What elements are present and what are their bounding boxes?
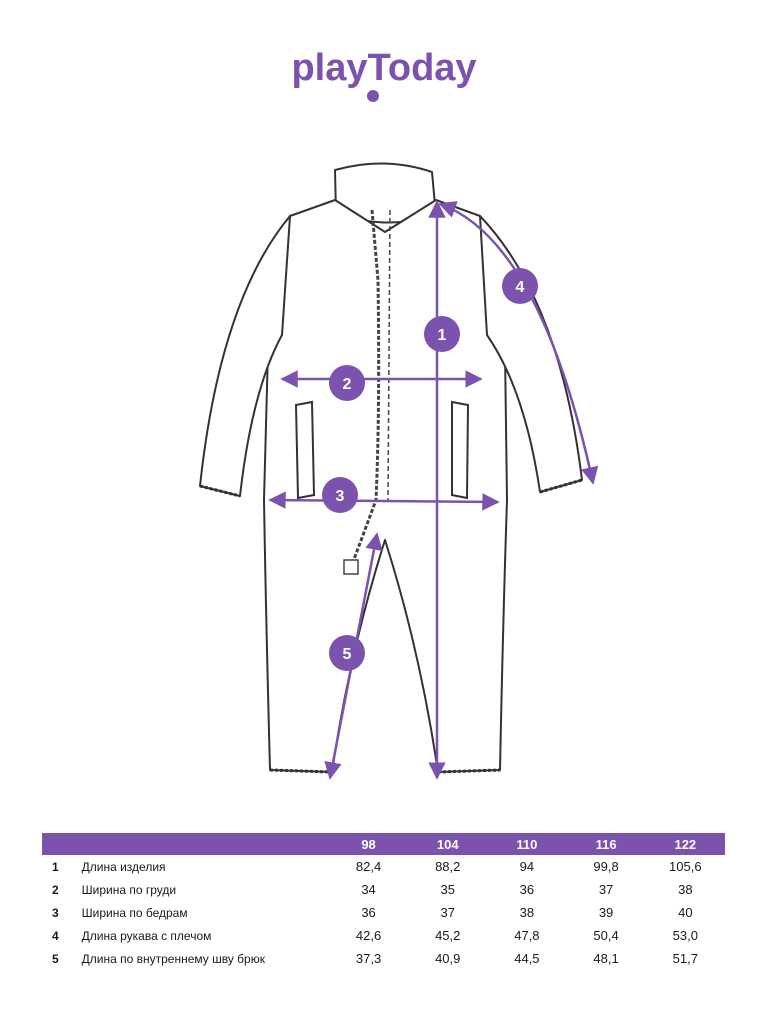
row-value: 34 bbox=[361, 882, 376, 897]
table-row bbox=[42, 901, 725, 924]
header-blank bbox=[42, 833, 82, 855]
size-header: 110 bbox=[516, 836, 538, 852]
row-value: 50,4 bbox=[593, 928, 619, 943]
table-row bbox=[42, 855, 725, 878]
table-row bbox=[42, 947, 725, 970]
row-label: Ширина по груди bbox=[81, 882, 177, 897]
row-value: 36 bbox=[361, 905, 376, 920]
row-value: 53,0 bbox=[672, 928, 698, 943]
table-row bbox=[42, 878, 725, 901]
brand-logo bbox=[0, 44, 768, 114]
size-header: 98 bbox=[361, 836, 376, 852]
marker-1 bbox=[424, 316, 460, 352]
marker-4-label: 4 bbox=[515, 279, 525, 296]
row-number: 3 bbox=[52, 905, 59, 920]
row-value: 39 bbox=[598, 905, 614, 920]
row-value: 105,6 bbox=[669, 859, 702, 874]
size-table bbox=[42, 833, 725, 970]
row-value: 51,7 bbox=[672, 951, 698, 966]
row-value: 40,9 bbox=[435, 951, 461, 966]
row-value: 38 bbox=[678, 882, 693, 897]
brand-logo-dot bbox=[367, 90, 379, 102]
row-value: 35 bbox=[440, 882, 455, 897]
marker-5 bbox=[329, 635, 365, 671]
row-value: 36 bbox=[519, 882, 535, 897]
marker-2-label: 2 bbox=[342, 376, 352, 393]
row-value: 42,6 bbox=[355, 928, 382, 943]
row-label: Длина изделия bbox=[81, 859, 166, 874]
row-value: 37 bbox=[440, 905, 455, 920]
row-value: 40 bbox=[678, 905, 693, 920]
row-value: 37 bbox=[598, 882, 614, 897]
row-number: 5 bbox=[52, 951, 59, 966]
row-label: Длина по внутреннему шву брюк bbox=[81, 951, 265, 966]
header-blank-label bbox=[82, 833, 329, 855]
size-header: 104 bbox=[436, 836, 459, 852]
garment-diagram bbox=[0, 150, 768, 810]
row-value: 45,2 bbox=[435, 928, 461, 943]
size-header: 122 bbox=[674, 836, 697, 852]
row-label: Длина рукава с плечом bbox=[81, 928, 212, 943]
row-number: 2 bbox=[52, 882, 59, 897]
marker-5-label: 5 bbox=[342, 646, 352, 663]
row-value: 48,1 bbox=[593, 951, 619, 966]
row-number: 4 bbox=[52, 928, 59, 943]
marker-3 bbox=[322, 477, 358, 513]
row-value: 82,4 bbox=[355, 859, 382, 874]
jumpsuit-outline bbox=[200, 163, 582, 772]
size-header: 116 bbox=[595, 836, 617, 852]
marker-3-label: 3 bbox=[335, 488, 345, 505]
size-header-row bbox=[42, 833, 725, 855]
row-number: 1 bbox=[52, 859, 59, 874]
row-value: 37,3 bbox=[355, 951, 382, 966]
row-value: 47,8 bbox=[514, 928, 540, 943]
row-value: 94 bbox=[519, 859, 535, 874]
row-value: 44,5 bbox=[514, 951, 540, 966]
brand-logo-text: playToday bbox=[291, 47, 477, 89]
table-row bbox=[42, 924, 725, 947]
marker-1-label: 1 bbox=[437, 327, 447, 344]
marker-2 bbox=[329, 365, 365, 401]
row-label: Ширина по бедрам bbox=[81, 905, 188, 920]
row-value: 38 bbox=[519, 905, 535, 920]
row-value: 99,8 bbox=[593, 859, 619, 874]
marker-4 bbox=[502, 268, 538, 304]
row-value: 88,2 bbox=[435, 859, 461, 874]
